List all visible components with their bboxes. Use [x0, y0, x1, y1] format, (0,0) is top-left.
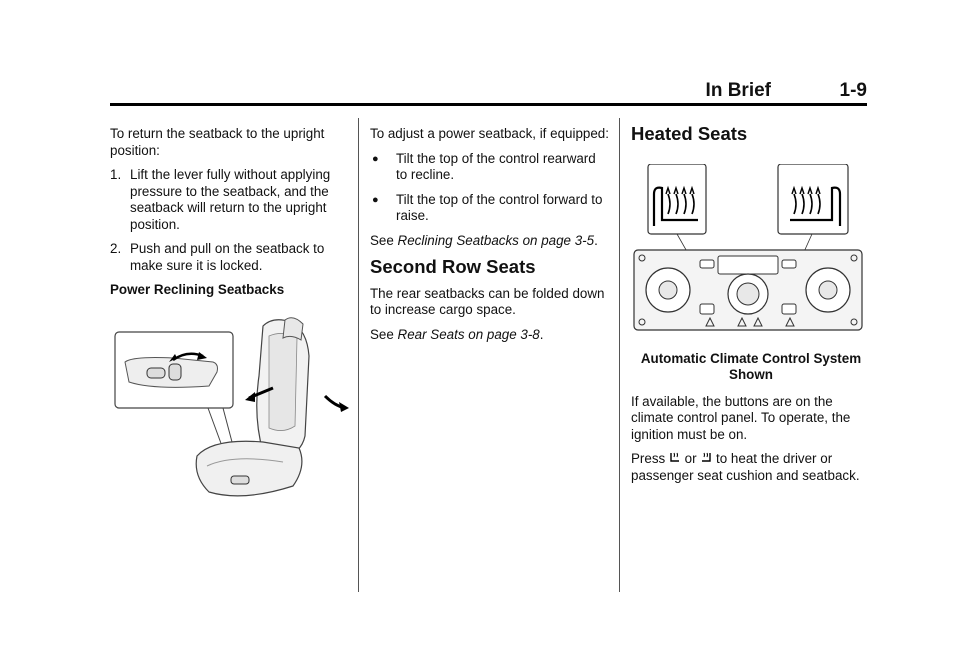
second-row-para: The rear seatbacks can be folded down to increase cargo space.: [370, 285, 605, 317]
bullet-icon: ●: [372, 193, 379, 206]
figure-caption: Automatic Climate Control System Shown: [640, 350, 862, 382]
see-reference-2: [370, 327, 610, 344]
step-2: [110, 241, 350, 274]
driver-heated-seat-icon: [669, 451, 681, 465]
see-reference-1: [370, 233, 610, 250]
climate-control-illustration: [632, 164, 864, 332]
step-number: 1.: [110, 167, 122, 182]
heated-seats-heading: Heated Seats: [631, 123, 748, 144]
bullet-text: Tilt the top of the control forward to raise.: [396, 191, 603, 223]
press-prefix: Press: [631, 451, 669, 466]
column-1: [110, 126, 350, 307]
column-2: [370, 126, 610, 351]
passenger-heated-seat-icon: [700, 451, 712, 465]
step-1: [110, 167, 350, 233]
step-number: 2.: [110, 241, 122, 256]
bullet-item: [370, 151, 610, 184]
press-suffix: to heat the driver or passenger seat cushion and seatback.: [631, 451, 860, 483]
see-suffix: .: [539, 326, 544, 342]
reference-link[interactable]: Rear Seats on page 3-8: [397, 326, 540, 342]
header-rule: [110, 103, 867, 106]
reference-link[interactable]: Reclining Seatbacks on page 3-5: [397, 232, 595, 248]
press-instruction: [631, 451, 871, 484]
column-divider-1: [358, 118, 359, 592]
page-number: 1-9: [839, 80, 867, 101]
seatback-intro: To return the seatback to the upright position:: [110, 126, 325, 158]
section-title: In Brief: [705, 80, 771, 101]
page-header: [110, 80, 867, 106]
see-suffix: .: [594, 232, 598, 248]
press-or: or: [680, 451, 701, 466]
bullet-item: [370, 192, 610, 225]
bullet-icon: ●: [372, 152, 379, 165]
column-divider-2: [619, 118, 620, 592]
power-reclining-subheading: Power Reclining Seatbacks: [110, 282, 285, 297]
power-seat-illustration: [113, 316, 358, 506]
second-row-seats-heading: Second Row Seats: [370, 256, 536, 277]
see-prefix: See: [370, 232, 398, 248]
heated-seats-para: If available, the buttons are on the climate control panel. To operate, the ignition must be on.: [631, 393, 851, 442]
step-text: Push and pull on the seatback to make sure it is locked.: [130, 241, 325, 273]
step-text: Lift the lever fully without applying pressure to the seatback, and the seatback will return to the upright position.: [130, 167, 331, 232]
bullet-text: Tilt the top of the control rearward to recline.: [396, 150, 596, 182]
see-prefix: See: [370, 326, 398, 342]
power-seatback-intro: To adjust a power seatback, if equipped:: [370, 126, 609, 141]
